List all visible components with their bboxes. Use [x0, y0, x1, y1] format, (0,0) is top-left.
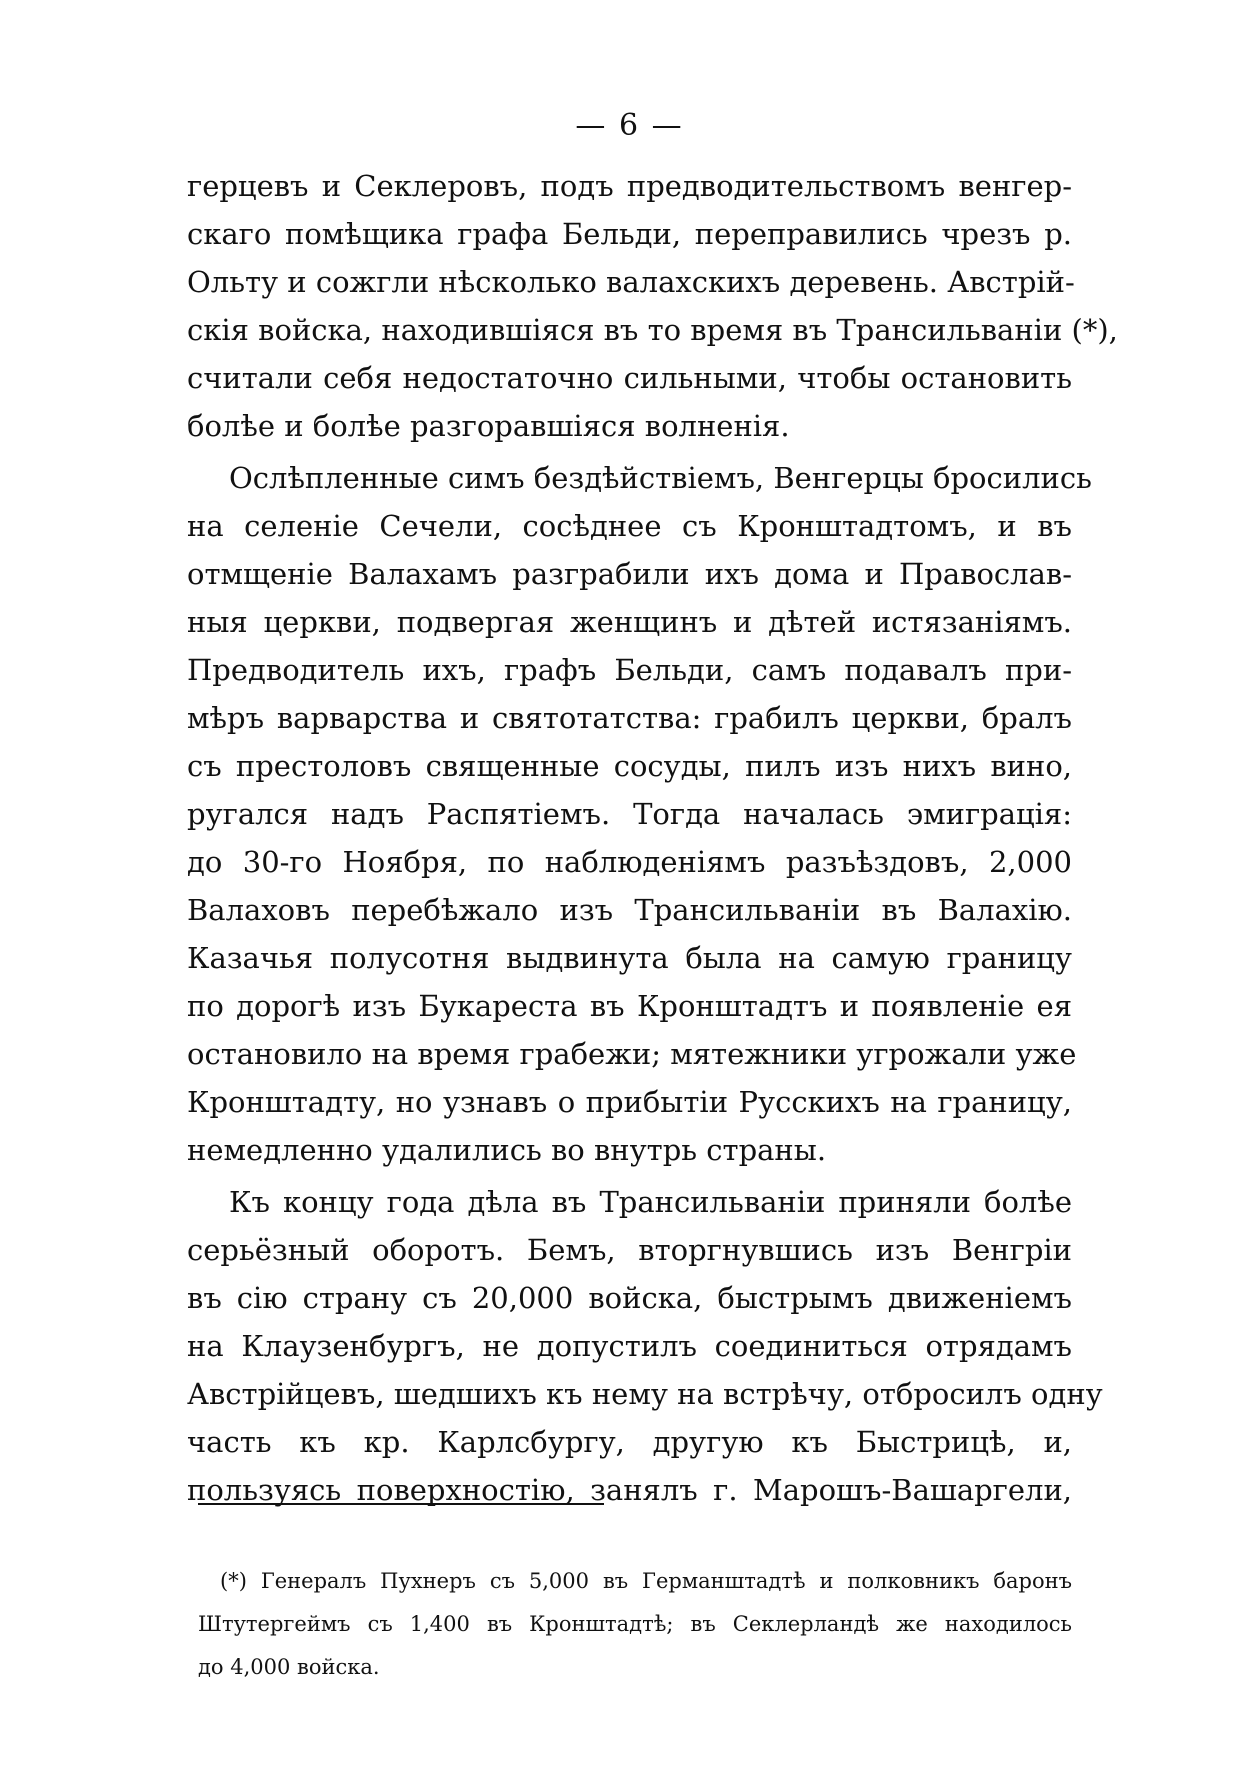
text-line: отмщеніе Валахамъ разграбили ихъ дома и Православ- — [187, 557, 1072, 591]
text-line: мѣръ варварства и святотатства: грабилъ церкви, бралъ — [187, 701, 1072, 735]
text-line: Валаховъ перебѣжало изъ Трансильваніи въ Валахію. — [187, 893, 1072, 927]
text-line: немедленно удалились во внутрь страны. — [187, 1133, 827, 1167]
text-line: Ослѣпленные симъ бездѣйствіемъ, Венгерцы бросились — [229, 461, 1092, 495]
footnote — [198, 1560, 1072, 1689]
paragraph — [187, 454, 1092, 1174]
text-line: Предводитель ихъ, графъ Бельди, самъ подавалъ при- — [187, 653, 1072, 687]
footnote-line: до 4,000 войска. — [198, 1655, 380, 1679]
text-line: по дорогѣ изъ Букареста въ Кронштадтъ и появленіе ея — [187, 989, 1072, 1023]
text-line: скаго помѣщика графа Бельди, переправились чрезъ р. — [187, 217, 1072, 251]
text-line: ругался надъ Распятіемъ. Тогда началась эмиграція: — [187, 797, 1072, 831]
text-line: остановило на время грабежи; мятежники угрожали уже — [187, 1037, 1077, 1071]
text-line: герцевъ и Секлеровъ, подъ предводительствомъ венгер- — [187, 169, 1072, 203]
text-line: считали себя недостаточно сильными, чтобы остановить — [187, 361, 1072, 395]
text-line: ныя церкви, подвергая женщинъ и дѣтей истязаніямъ. — [187, 605, 1072, 639]
text-line: серьёзный оборотъ. Бемъ, вторгнувшись изъ Венгріи — [187, 1233, 1072, 1267]
text-line: часть къ кр. Карлсбургу, другую къ Быстрицѣ, и, — [187, 1425, 1072, 1459]
paragraph — [187, 1178, 1103, 1514]
text-line: скія войска, находившіяся въ то время въ Трансильваніи (*), — [187, 313, 1118, 347]
body-text — [187, 162, 1118, 1514]
text-line: на Клаузенбургъ, не допустилъ соединиться отрядамъ — [187, 1329, 1072, 1363]
text-line: Ольту и сожгли нѣсколько валахскихъ деревень. Австрій- — [187, 265, 1075, 299]
text-line: съ престоловъ священные сосуды, пилъ изъ нихъ вино, — [187, 749, 1072, 783]
footnote-line: (*) Генералъ Пухнеръ съ 5,000 въ Германштадтѣ и полковникъ баронъ — [220, 1569, 1072, 1593]
page-number: — 6 — — [575, 108, 684, 143]
footnote-line: Штутергеймъ съ 1,400 въ Кронштадтѣ; въ Секлерландѣ же находилось — [198, 1612, 1072, 1636]
text-line: въ сію страну съ 20,000 войска, быстрымъ движеніемъ — [187, 1281, 1072, 1315]
text-line: на селеніе Сечели, сосѣднее съ Кронштадтомъ, и въ — [187, 509, 1072, 543]
text-line: болѣе и болѣе разгоравшіяся волненія. — [187, 409, 790, 443]
text-line: пользуясь поверхностію, занялъ г. Марошъ-Вашаргели, — [187, 1473, 1072, 1507]
text-line: Къ концу года дѣла въ Трансильваніи приняли болѣе — [229, 1185, 1072, 1219]
text-line: до 30-го Ноября, по наблюденіямъ разъѣздовъ, 2,000 — [187, 845, 1072, 879]
footnote-rule — [198, 1503, 604, 1505]
text-line: Кронштадту, но узнавъ о прибытіи Русскихъ на границу, — [187, 1085, 1072, 1119]
paragraph — [187, 162, 1118, 450]
text-line: Казачья полусотня выдвинута была на самую границу — [187, 941, 1072, 975]
text-line: Австрійцевъ, шедшихъ къ нему на встрѣчу, отбросилъ одну — [187, 1377, 1103, 1411]
